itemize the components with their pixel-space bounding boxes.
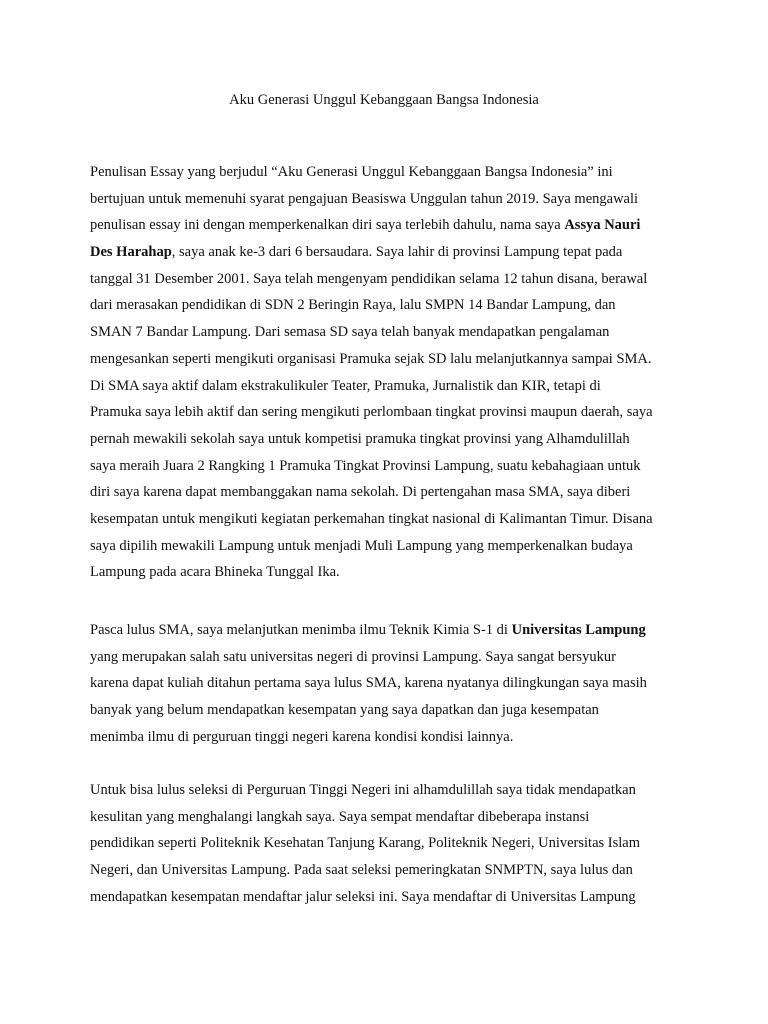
text-line: banyak yang belum mendapatkan kesempatan yang saya dapatkan dan juga kesempatan xyxy=(90,702,599,719)
text-line: yang merupakan salah satu universitas negeri di provinsi Lampung. Saya sangat bersyukur xyxy=(90,648,616,665)
text-line: kesempatan untuk mengikuti kegiatan perkemahan tingkat nasional di Kalimantan Timur. Disana xyxy=(90,510,653,527)
paragraph-introduction xyxy=(90,159,690,586)
text-line: pernah mewakili sekolah saya untuk kompetisi pramuka tingkat provinsi yang Alhamdulillah xyxy=(90,430,630,447)
text-line: saya meraih Juara 2 Rangking 1 Pramuka Tingkat Provinsi Lampung, suatu kebahagiaan untuk xyxy=(90,457,641,474)
essay-title: Aku Generasi Unggul Kebanggaan Bangsa Indonesia xyxy=(229,92,539,108)
text-line: mendapatkan kesempatan mendaftar jalur seleksi ini. Saya mendaftar di Universitas Lampung xyxy=(90,888,636,905)
author-name-bold: Des Harahap xyxy=(90,244,172,261)
text-line: Di SMA saya aktif dalam ekstrakulikuler Teater, Pramuka, Jurnalistik dan KIR, tetapi di xyxy=(90,377,601,394)
text-line: pendidikan seperti Politeknik Kesehatan Tanjung Karang, Politeknik Negeri, Universitas Islam xyxy=(90,835,640,852)
text-line: Negeri, dan Universitas Lampung. Pada saat seleksi pemeringkatan SNMPTN, saya lulus dan xyxy=(90,862,633,879)
author-name-bold: Assya Nauri xyxy=(564,217,641,234)
text-line: karena dapat kuliah ditahun pertama saya lulus SMA, karena nyatanya dilingkungan saya masih xyxy=(90,675,647,692)
text-line: SMAN 7 Bandar Lampung. Dari semasa SD saya telah banyak mendapatkan pengalaman xyxy=(90,324,610,341)
text-line: tanggal 31 Desember 2001. Saya telah mengenyam pendidikan selama 12 tahun disana, berawal xyxy=(90,270,648,287)
text-line: dari merasakan pendidikan di SDN 2 Beringin Raya, lalu SMPN 14 Bandar Lampung, dan xyxy=(90,297,616,314)
paragraph-admission xyxy=(90,777,690,910)
text-line: Lampung pada acara Bhineka Tunggal Ika. xyxy=(90,564,340,581)
text-line: menimba ilmu di perguruan tinggi negeri karena kondisi kondisi lainnya. xyxy=(90,728,514,745)
text-line: Penulisan Essay yang berjudul “Aku Generasi Unggul Kebanggaan Bangsa Indonesia” ini xyxy=(90,164,613,180)
text-line: saya dipilih mewakili Lampung untuk menjadi Muli Lampung yang memperkenalkan budaya xyxy=(90,537,633,554)
text-line: Pramuka saya lebih aktif dan sering mengikuti perlombaan tingkat provinsi maupun daerah, saya xyxy=(90,404,653,421)
paragraph-university xyxy=(90,617,690,750)
university-name-bold: Universitas Lampung xyxy=(511,622,646,638)
text-line: diri saya karena dapat membanggakan nama sekolah. Di pertengahan masa SMA, saya diberi xyxy=(90,484,631,501)
text-line: Des Harahap, saya anak ke-3 dari 6 bersaudara. Saya lahir di provinsi Lampung tepat pada xyxy=(90,244,623,261)
text-line: penulisan essay ini dengan memperkenalkan diri saya terlebih dahulu, nama saya Assya Nauri xyxy=(90,217,641,234)
text-line: bertujuan untuk memenuhi syarat pengajuan Beasiswa Unggulan tahun 2019. Saya mengawali xyxy=(90,190,639,207)
text-line: Pasca lulus SMA, saya melanjutkan menimba ilmu Teknik Kimia S-1 di Universitas Lampung xyxy=(90,622,646,638)
text-line: kesulitan yang menghalangi langkah saya. Saya sempat mendaftar dibeberapa instansi xyxy=(90,808,590,825)
text-line: mengesankan seperti mengikuti organisasi Pramuka sejak SD lalu melanjutkannya sampai SMA. xyxy=(90,350,652,367)
text-line: Untuk bisa lulus seleksi di Perguruan Tinggi Negeri ini alhamdulillah saya tidak mendapatkan xyxy=(90,782,636,798)
